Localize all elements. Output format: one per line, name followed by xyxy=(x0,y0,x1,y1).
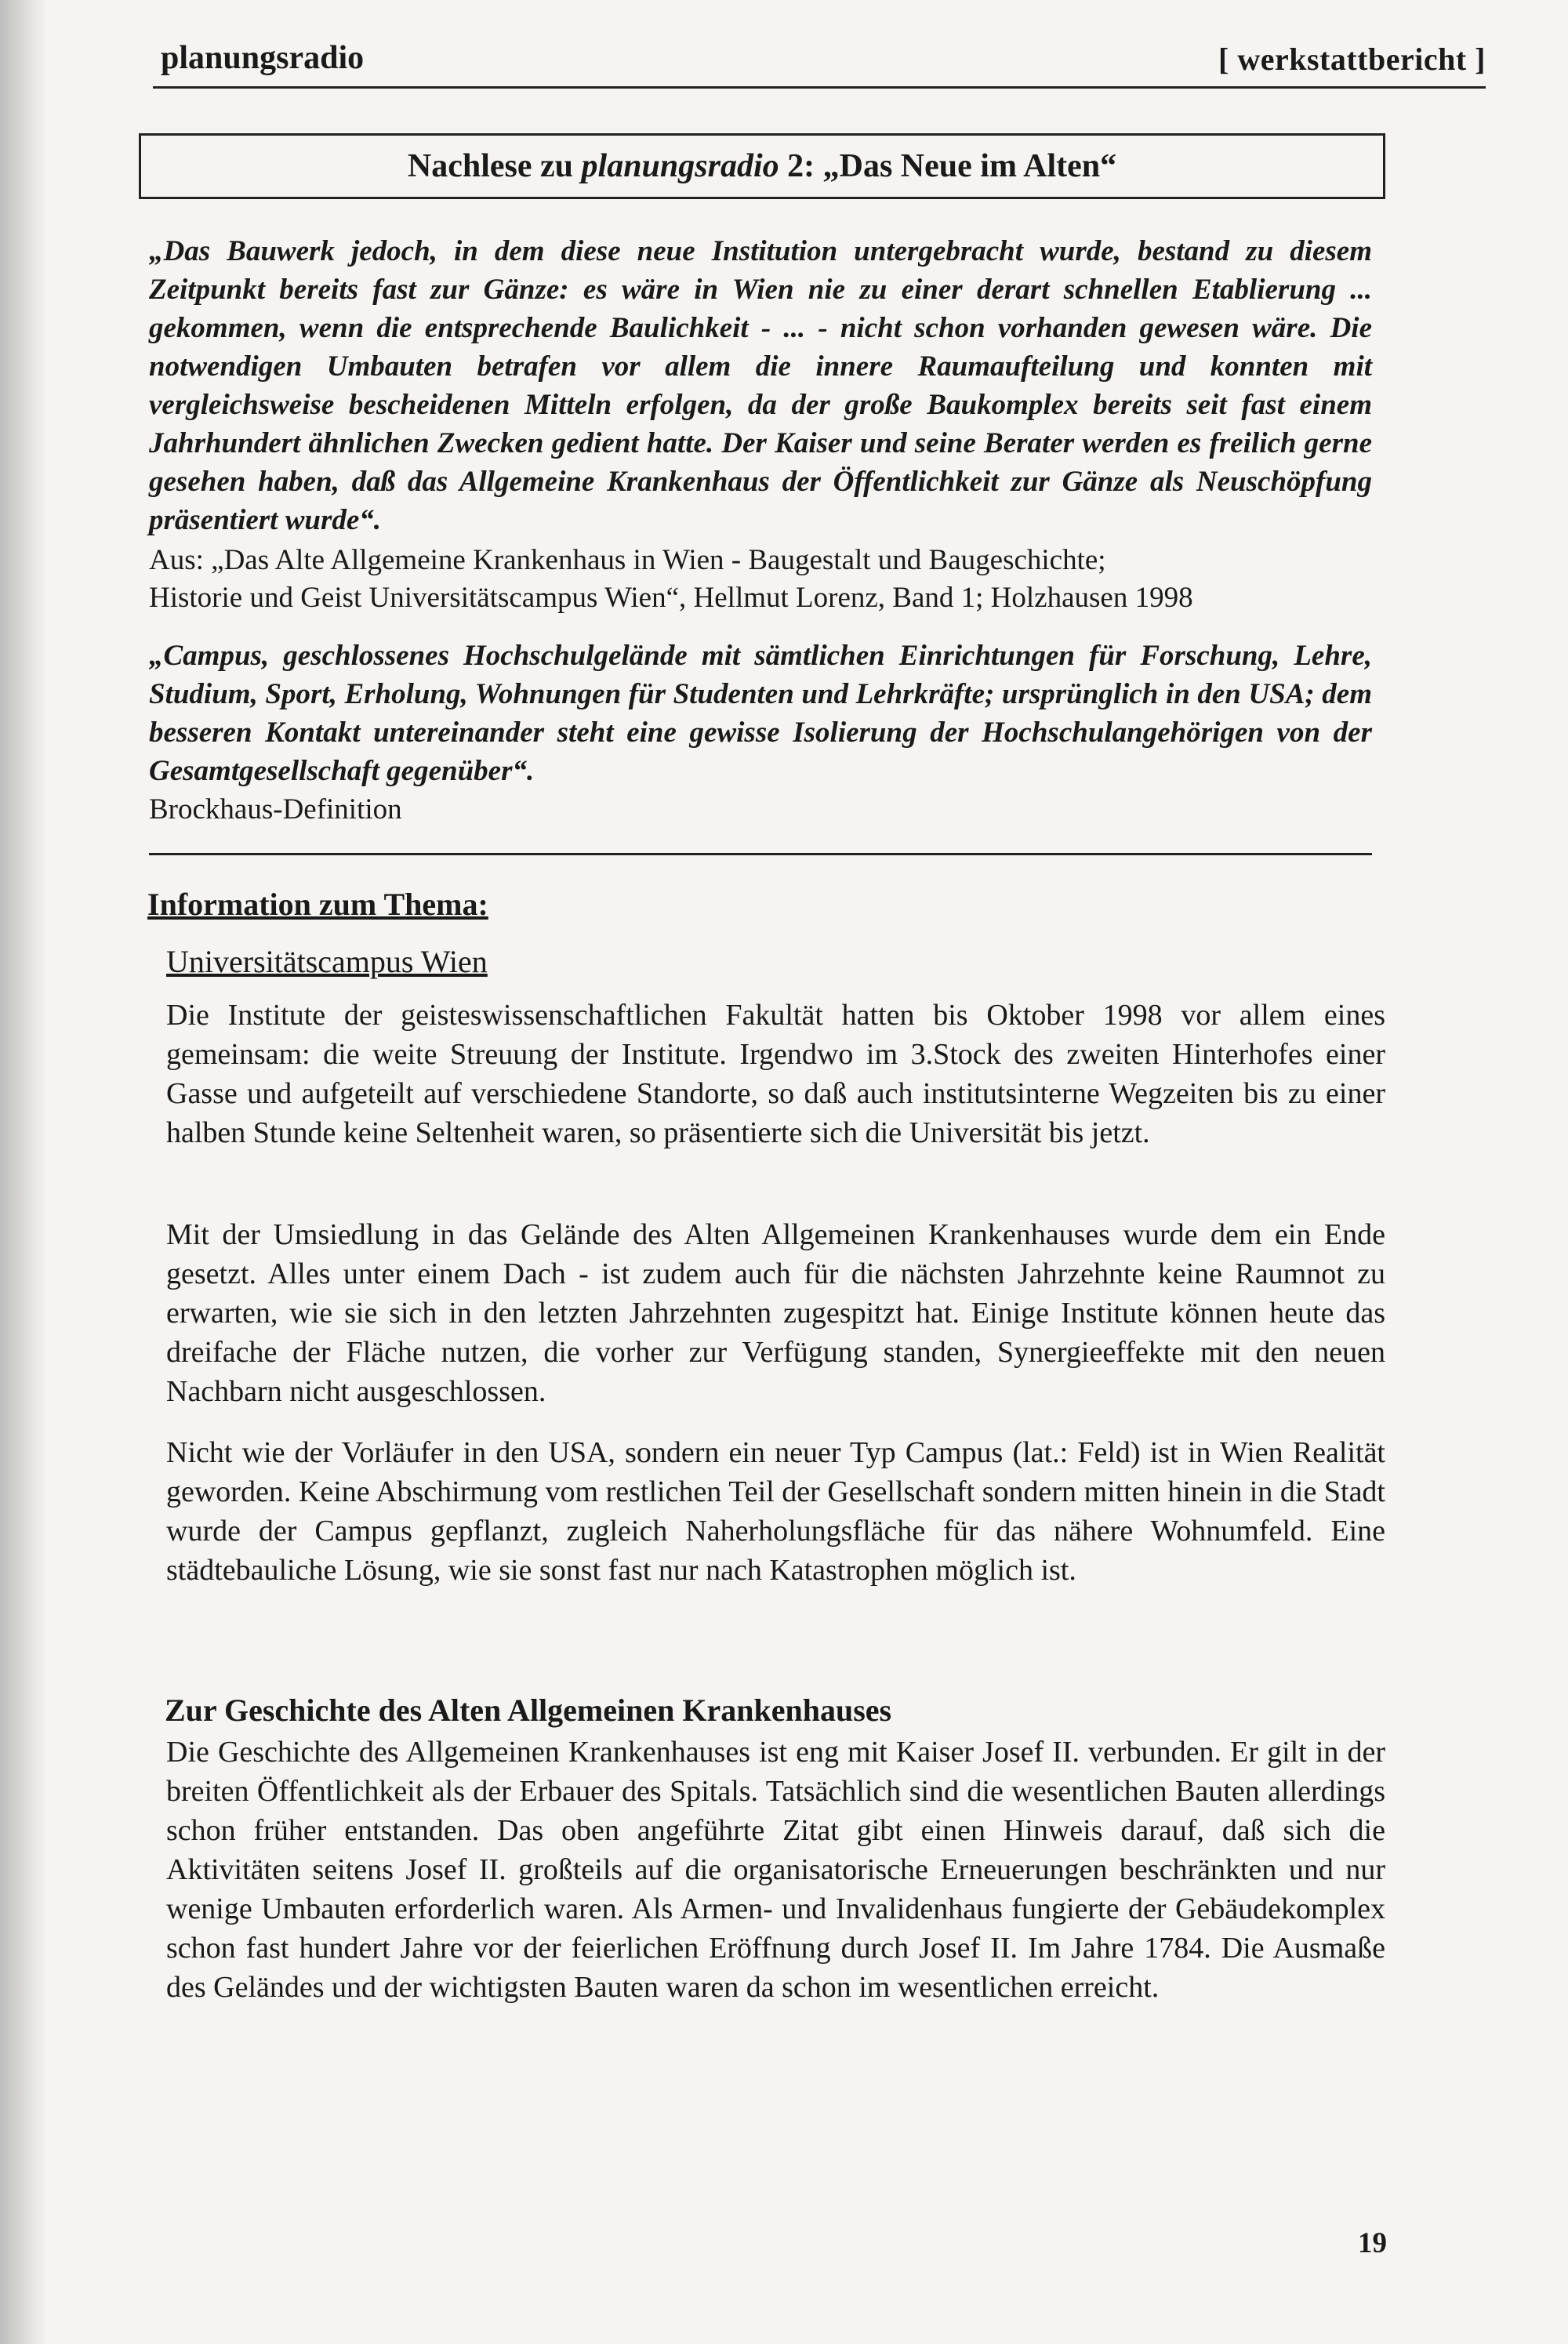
header-section: [ werkstattbericht ] xyxy=(1218,42,1486,77)
article-title xyxy=(139,133,1385,199)
title-emphasis: planungsradio xyxy=(581,148,779,184)
info-paragraph-1: Die Institute der geisteswissenschaftlichen Fakultät hatten bis Oktober 1998 vor allem eines gemeinsam: die weite Streuung der Institute. Irgendwo im 3.Stock des zweiten Hinterhofes einer Gasse und aufgeteilt auf verschiedene Standorte, so daß auch institutsinterne Wegzeiten bis zu einer halben Stunde keine Seltenheit waren, so präsentierte sich die Universität bis jetzt. xyxy=(166,999,1385,1149)
info-heading: Information zum Thema: xyxy=(147,887,488,922)
binding-shadow xyxy=(0,0,47,2344)
info-subheading: Universitätscampus Wien xyxy=(166,944,488,979)
quote-brockhaus-source: Brockhaus-Definition xyxy=(149,793,402,825)
title-prefix: Nachlese zu xyxy=(407,148,582,184)
quote-brockhaus: „Campus, geschlossenes Hochschulgelände mit sämtlichen Einrichtungen für Forschung, Lehre, Studium, Sport, Erholung, Wohnungen für Studenten und Lehrkräfte; ursprünglich in den USA; dem besseren Kontakt untereinander steht eine gewisse Isolierung der Hochschulangehörigen von der Gesamtgesellschaft gegenüber“. xyxy=(149,640,1372,787)
section-divider xyxy=(149,853,1372,855)
quote-source-line-1: Aus: „Das Alte Allgemeine Krankenhaus in Wien - Baugestalt und Baugeschichte; xyxy=(149,544,1106,576)
history-paragraph: Die Geschichte des Allgemeinen Krankenhauses ist eng mit Kaiser Josef II. verbunden. Er gilt in der breiten Öffentlichkeit als der Erbauer des Spitals. Tatsächlich sind die wesentlichen Bauten allerdings schon früher entstanden. Das oben angeführte Zitat gibt einen Hinweis darauf, daß sich die Aktivitäten seitens Josef II. großteils auf die organisatorische Erneuerungen beschränkten und nur wenige Umbauten erforderlich waren. Als Armen- und Invalidenhaus fungierte der Gebäudekomplex schon fast hundert Jahre vor der feierlichen Eröffnung durch Josef II. Im Jahre 1784. Die Ausmaße des Geländes und der wichtigsten Bauten waren da schon im wesentlichen erreicht. xyxy=(166,1736,1385,2004)
header-publication: planungsradio xyxy=(161,40,365,76)
info-paragraph-3: Nicht wie der Vorläufer in den USA, sondern ein neuer Typ Campus (lat.: Feld) ist in Wien Realität geworden. Keine Abschirmung vom restlichen Teil der Gesellschaft sondern mitten hinein in die Stadt wurde der Campus gepflanzt, zugleich Naherholungsfläche für das nähere Wohnumfeld. Eine städtebauliche Lösung, wie sie sonst fast nur nach Katastrophen möglich ist. xyxy=(166,1436,1385,1587)
page-number: 19 xyxy=(1358,2227,1387,2259)
quote-source-line-2: Historie und Geist Universitätscampus Wien“, Hellmut Lorenz, Band 1; Holzhausen 1998 xyxy=(149,582,1193,614)
history-heading: Zur Geschichte des Alten Allgemeinen Krankenhauses xyxy=(165,1693,892,1728)
info-paragraph-2: Mit der Umsiedlung in das Gelände des Alten Allgemeinen Krankenhauses wurde dem ein Ende gesetzt. Alles unter einem Dach - ist zudem auch für die nächsten Jahrzehnte keine Raumnot zu erwarten, wie sie sich in den letzten Jahrzehnten zugespitzt hat. Einige Institute können heute das dreifache der Fläche nutzen, die vorher zur Verfügung standen, Synergieeffekte mit den neuen Nachbarn nicht ausgeschlossen. xyxy=(166,1218,1385,1408)
page-header xyxy=(153,38,1486,89)
quote-lorenz: „Das Bauwerk jedoch, in dem diese neue Institution untergebracht wurde, bestand zu diesem Zeitpunkt bereits fast zur Gänze: es wäre in Wien nie zu einer derart schnellen Etablierung ... gekommen, wenn die entsprechende Baulichkeit - ... - nicht schon vorhanden gewesen wäre. Die notwendigen Umbauten betrafen vor allem die innere Raumaufteilung und konnten mit vergleichsweise bescheidenen Mitteln erfolgen, da der große Baukomplex bereits seit fast einem Jahrhundert ähnlichen Zwecken gedient hatte. Der Kaiser und seine Berater werden es freilich gerne gesehen haben, daß das Allgemeine Krankenhaus der Öffentlichkeit zur Gänze als Neuschöpfung präsentiert wurde“. xyxy=(149,235,1372,536)
title-suffix: 2: „Das Neue im Alten“ xyxy=(779,148,1117,184)
